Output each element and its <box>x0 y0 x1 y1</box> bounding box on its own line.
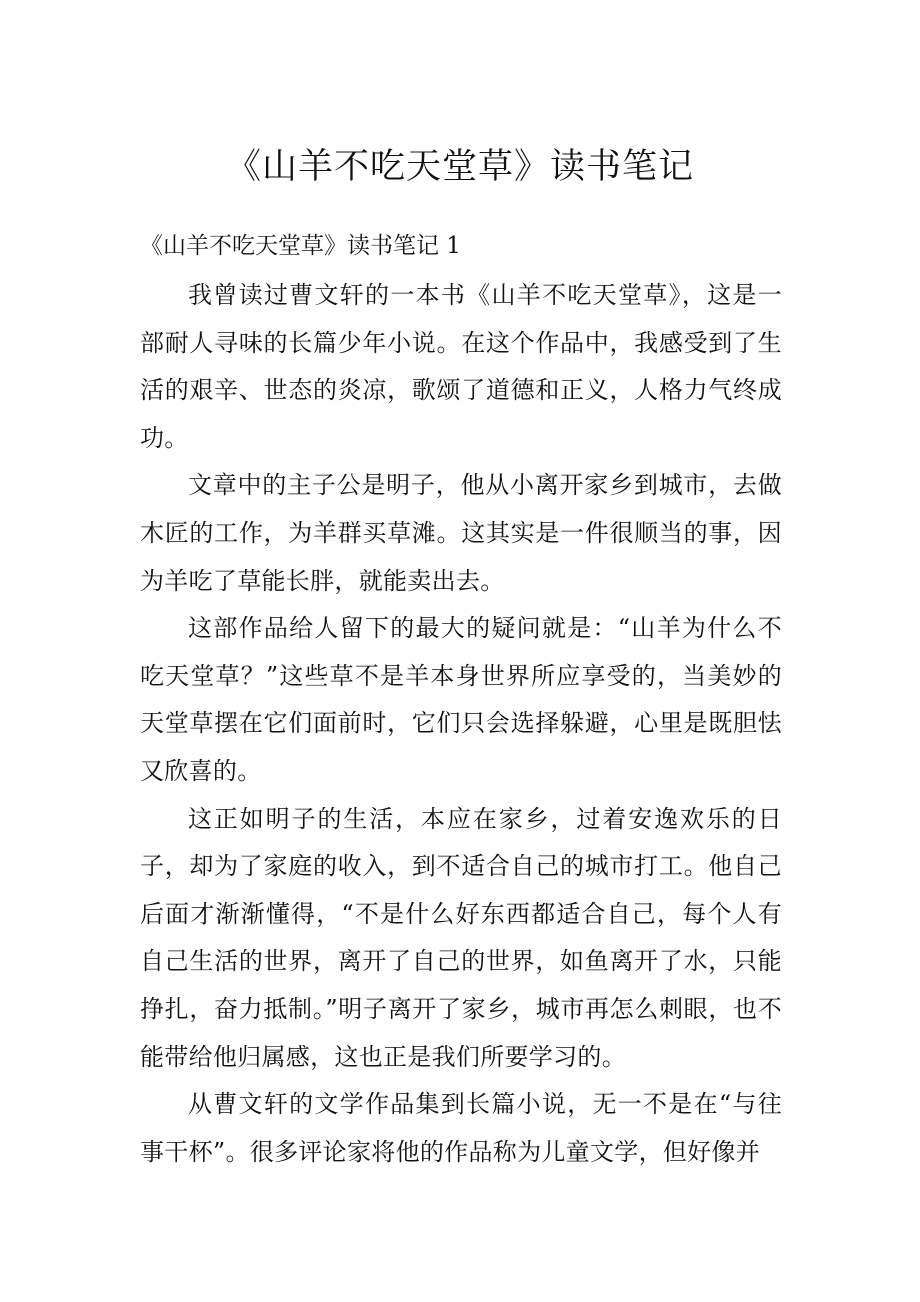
section-heading: 《山羊不吃天堂草》读书笔记 1 <box>140 233 461 259</box>
paragraph: 我曾读过曹文轩的一本书《山羊不吃天堂草》，这是一部耐人寻味的长篇少年小说。在这个作品中，我感受到了生活的艰辛、世态的炎凉，歌颂了道德和正义，人格力气终成功。 <box>140 281 782 452</box>
paragraph: 这正如明子的生活，本应在家乡，过着安逸欢乐的日子，却为了家庭的收入，到不适合自己的城市打工。他自己后面才渐渐懂得，“不是什么好东西都适合自己，每个人有自己生活的世界，离开了自己的世界，如鱼离开了水，只能挣扎，奋力抵制。”明子离开了家乡，城市再怎么刺眼，也不能带给他归属感，这也正是我们所要学习的。 <box>140 804 782 1071</box>
paragraph: 文章中的主子公是明子，他从小离开家乡到城市，去做木匠的工作，为羊群买草滩。这其实是一件很顺当的事，因为羊吃了草能长胖，就能卖出去。 <box>140 471 782 595</box>
paragraph: 从曹文轩的文学作品集到长篇小说，无一不是在“与往事干杯”。很多评论家将他的作品称为儿童文学，但好像并 <box>140 1090 782 1166</box>
paragraph: 这部作品给人留下的最大的疑问就是：“山羊为什么不吃天堂草？”这些草不是羊本身世界所应享受的，当美妙的天堂草摆在它们面前时，它们只会选择躲避，心里是既胆怯又欣喜的。 <box>140 614 782 785</box>
document-body <box>140 272 782 1176</box>
document-title: 《山羊不吃天堂草》读书笔记 <box>225 147 694 187</box>
